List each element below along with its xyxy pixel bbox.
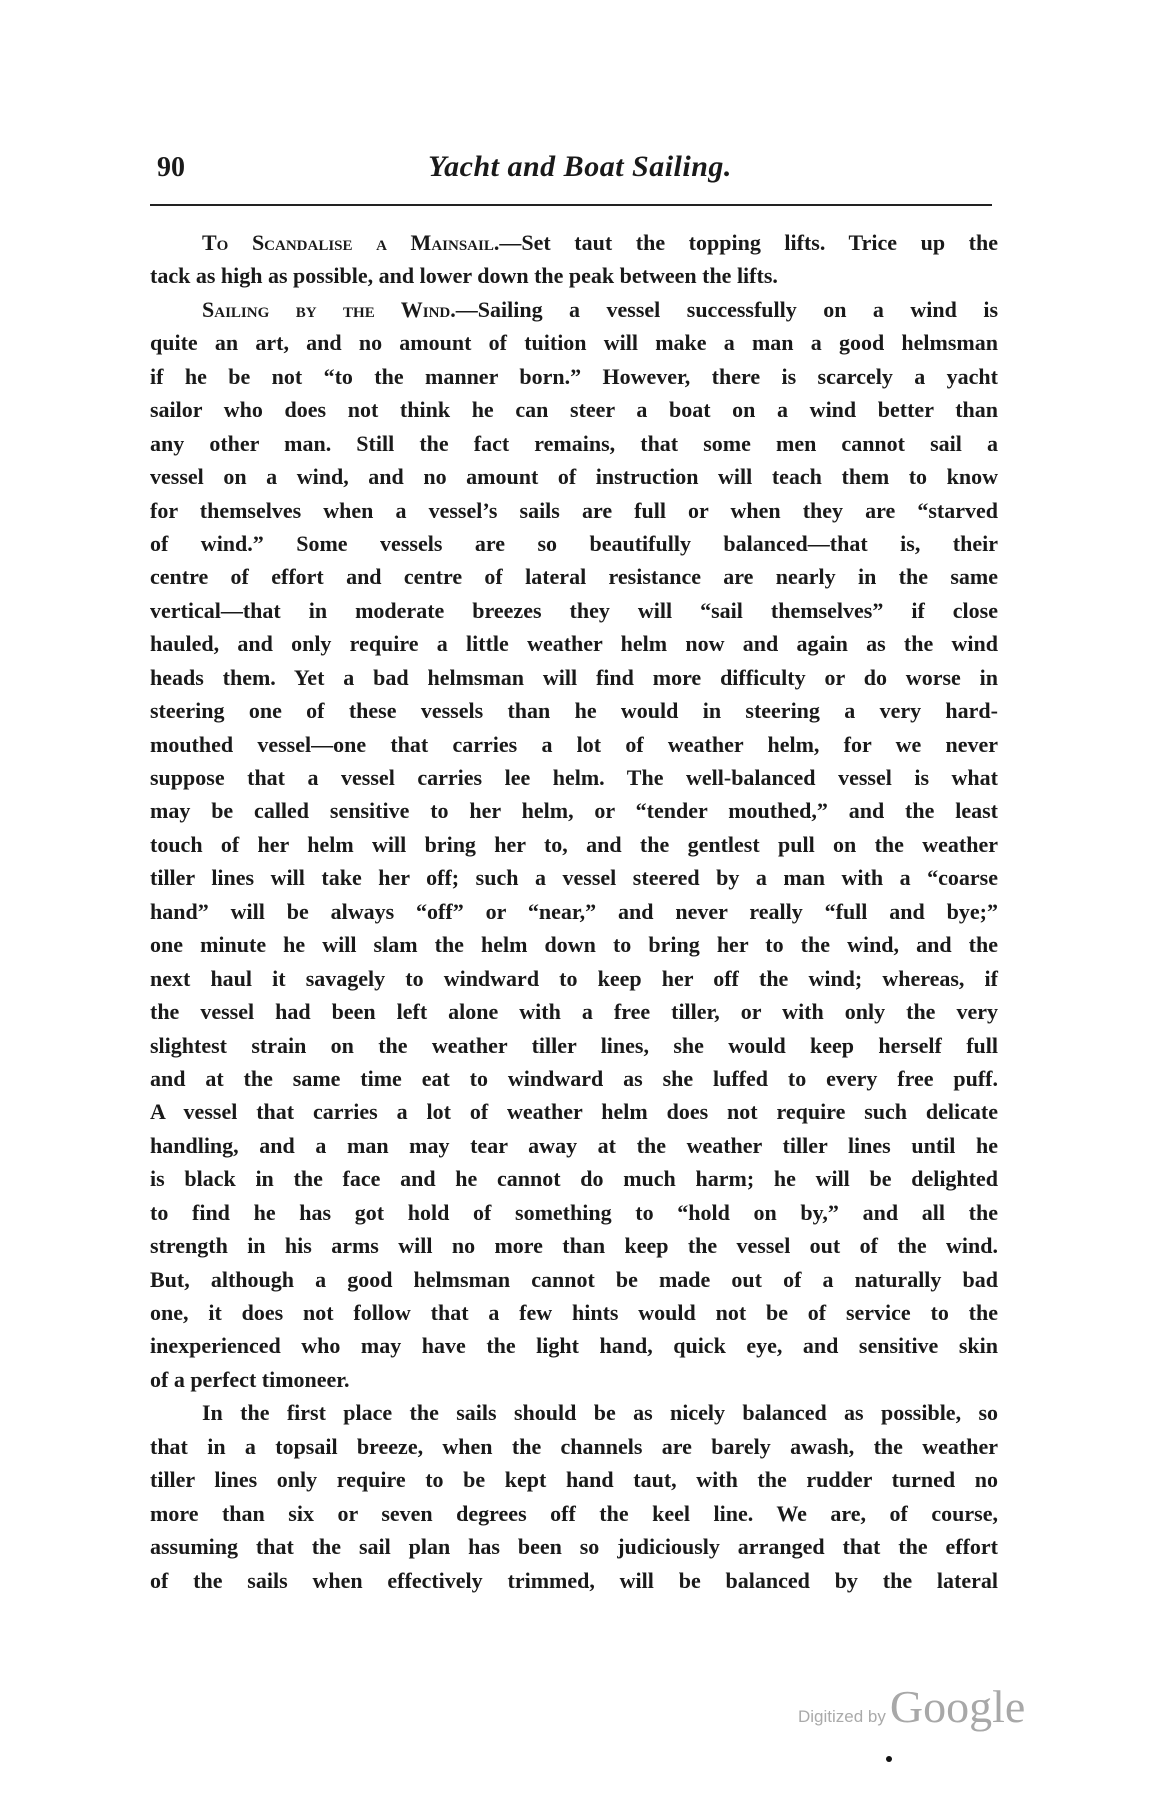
text-line: [150, 895, 998, 928]
line-text: is black in the face and he cannot do much harm; he will be delighted: [150, 1166, 998, 1192]
text-line: [150, 995, 998, 1028]
line-text: of the sails when effectively trimmed, will be balanced by the lateral: [150, 1567, 998, 1593]
text-line: [150, 694, 998, 727]
line-text: vertical—that in moderate breezes they will “sail themselves” if close: [150, 597, 998, 623]
header-rule: [150, 204, 992, 206]
line-text: quite an art, and no amount of tuition will make a man a good helmsman: [150, 330, 998, 356]
text-line: [150, 1564, 998, 1597]
line-text: of wind.” Some vessels are so beautifully balanced—that is, their: [150, 530, 998, 556]
text-line: [150, 226, 998, 259]
line-text: vessel on a wind, and no amount of instruction will teach them to know: [150, 464, 998, 490]
line-text: may be called sensitive to her helm, or “tender mouthed,” and the least: [150, 798, 998, 824]
line-text: to find he has got hold of something to “hold on by,” and all the: [150, 1199, 998, 1225]
text-line: [150, 1029, 998, 1062]
line-text: touch of her helm will bring her to, and the gentlest pull on the weather: [150, 831, 998, 857]
line-text: more than six or seven degrees off the keel line. We are, of course,: [150, 1500, 998, 1526]
watermark-prefix: Digitized by: [798, 1707, 886, 1726]
text-line: [150, 761, 998, 794]
text-line: [150, 326, 998, 359]
line-text: hauled, and only require a little weather helm now and again as the wind: [150, 631, 998, 657]
text-line: [150, 1396, 998, 1429]
text-line: [150, 1229, 998, 1262]
text-line: [150, 594, 998, 627]
text-line: [150, 661, 998, 694]
text-line: [150, 1430, 998, 1463]
text-line: [150, 627, 998, 660]
text-line: [150, 560, 998, 593]
line-text: one minute he will slam the helm down to bring her to the wind, and the: [150, 932, 998, 958]
line-text: if he be not “to the manner born.” However, there is scarcely a yacht: [150, 363, 998, 389]
text-line: [150, 1296, 998, 1329]
line-text: sailor who does not think he can steer a boat on a wind better than: [150, 397, 998, 423]
text-line: [150, 828, 998, 861]
text-line: [150, 794, 998, 827]
line-text: heads them. Yet a bad helmsman will find more difficulty or do worse in: [150, 664, 998, 690]
line-text: tiller lines only require to be kept hand taut, with the rudder turned no: [150, 1467, 998, 1493]
text-line: [150, 494, 998, 527]
text-line: [150, 962, 998, 995]
line-text: handling, and a man may tear away at the weather tiller lines until he: [150, 1132, 998, 1158]
line-text: strength in his arms will no more than keep the vessel out of the wind.: [150, 1233, 998, 1259]
text-line: [150, 1129, 998, 1162]
text-line: [150, 259, 998, 292]
text-line: [150, 427, 998, 460]
line-text: and at the same time eat to windward as she luffed to every free puff.: [150, 1065, 998, 1091]
line-text: of a perfect timoneer.: [150, 1366, 350, 1392]
line-text: tiller lines will take her off; such a vessel steered by a man with a “coarse: [150, 865, 998, 891]
line-text: tack as high as possible, and lower down the peak between the lifts.: [150, 263, 778, 289]
text-line: [150, 728, 998, 761]
line-text: hand” will be always “off” or “near,” and never really “full and bye;”: [150, 898, 998, 924]
text-line: [150, 527, 998, 560]
text-line: [150, 1062, 998, 1095]
body-text: [150, 226, 998, 1597]
line-text: mouthed vessel—one that carries a lot of weather helm, for we never: [150, 731, 998, 757]
line-text: one, it does not follow that a few hints would not be of service to the: [150, 1300, 998, 1325]
section-heading: Sailing by the Wind.: [202, 296, 456, 322]
line-text: centre of effort and centre of lateral resistance are nearly in the same: [150, 564, 998, 590]
text-line: [150, 1463, 998, 1496]
line-text: A vessel that carries a lot of weather helm does not require such delicate: [150, 1099, 998, 1125]
digitized-by-google-watermark: [798, 1680, 1025, 1733]
text-line: [150, 861, 998, 894]
line-text: —Set taut the topping lifts. Trice up the: [499, 230, 998, 255]
running-title: Yacht and Boat Sailing.: [428, 150, 732, 183]
text-line: [150, 1497, 998, 1530]
text-line: [150, 293, 998, 326]
text-line: [150, 1329, 998, 1362]
line-text: for themselves when a vessel’s sails are full or when they are “starved: [150, 497, 998, 523]
text-line: [150, 1095, 998, 1128]
line-text: inexperienced who may have the light hand, quick eye, and sensitive skin: [150, 1333, 998, 1359]
section-heading: To Scandalise a Mainsail.: [202, 230, 500, 255]
line-text: slightest strain on the weather tiller lines, she would keep herself full: [150, 1032, 998, 1058]
page-number: 90: [157, 152, 185, 183]
line-text: In the first place the sails should be as nicely balanced as possible, so: [202, 1400, 998, 1426]
text-line: [150, 928, 998, 961]
text-line: [150, 1162, 998, 1195]
line-text: assuming that the sail plan has been so judiciously arranged that the effort: [150, 1534, 998, 1560]
line-text: the vessel had been left alone with a free tiller, or with only the very: [150, 999, 998, 1025]
text-line: [150, 1196, 998, 1229]
line-text: But, although a good helmsman cannot be made out of a naturally bad: [150, 1266, 998, 1292]
line-text: any other man. Still the fact remains, that some men cannot sail a: [150, 430, 998, 456]
line-text: steering one of these vessels than he would in steering a very hard-: [150, 698, 998, 724]
scan-speck: [886, 1756, 892, 1762]
text-line: [150, 360, 998, 393]
line-text: —Sailing a vessel successfully on a wind is: [455, 296, 999, 322]
google-logo: Google: [889, 1681, 1026, 1732]
line-text: next haul it savagely to windward to keep her off the wind; whereas, if: [150, 965, 998, 991]
text-line: [150, 1263, 998, 1296]
text-line: [150, 393, 998, 426]
line-text: that in a topsail breeze, when the channels are barely awash, the weather: [150, 1433, 998, 1459]
text-line: [150, 1530, 998, 1563]
text-line: [150, 1363, 998, 1396]
line-text: suppose that a vessel carries lee helm. The well-balanced vessel is what: [150, 765, 998, 790]
text-line: [150, 460, 998, 493]
